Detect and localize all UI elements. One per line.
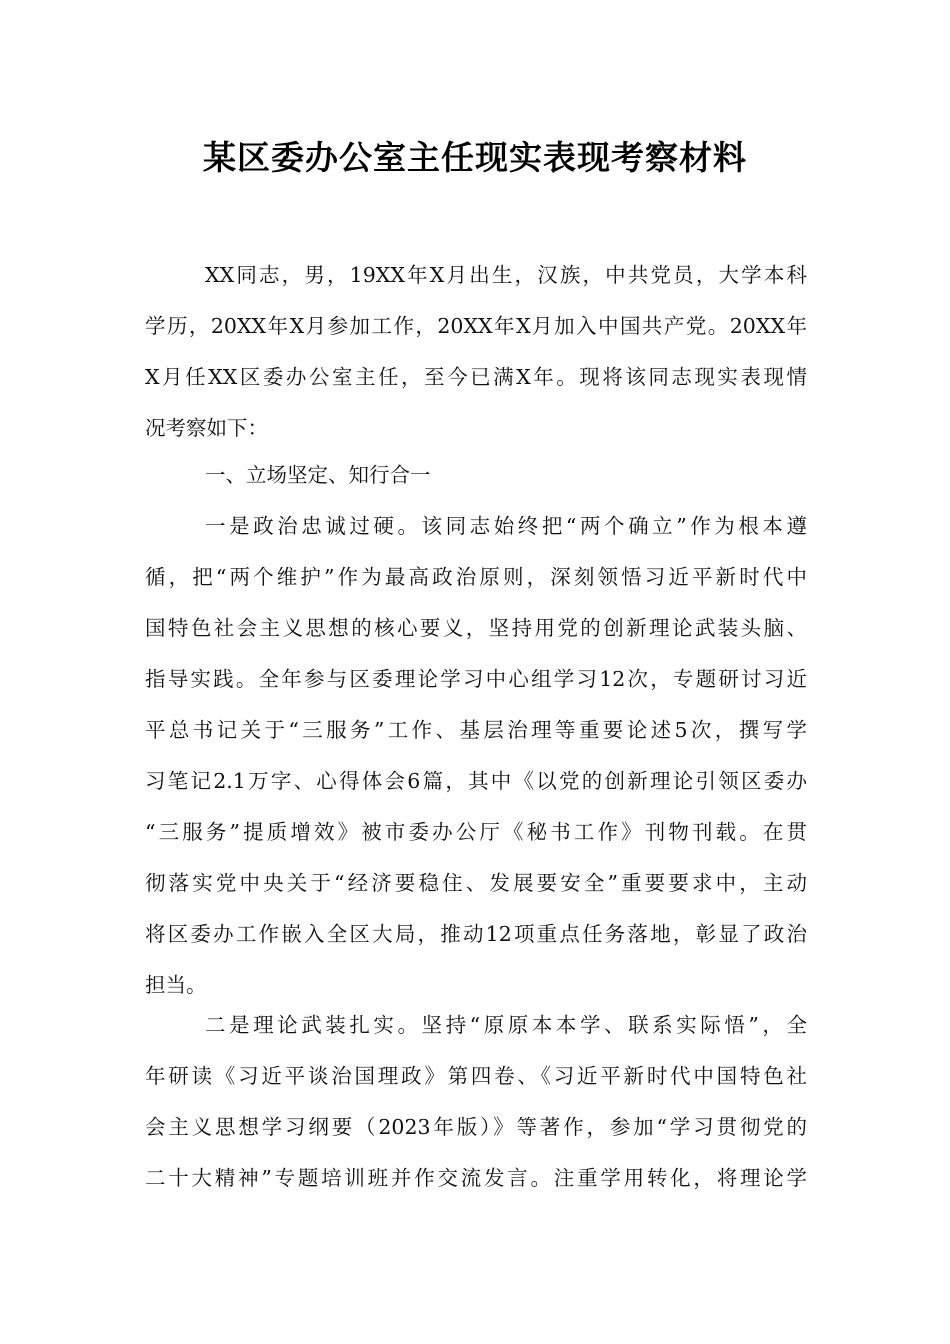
paragraph-line: 况考察如下： — [145, 416, 268, 440]
paragraph-line: 循，把“两个维护”作为最高政治原则，深刻领悟习近平新时代中 — [145, 565, 807, 589]
paragraph-line: 将区委办工作嵌入全区大局，推动12项重点任务落地，彰显了政治 — [145, 922, 807, 946]
paragraph-line: 彻落实党中央关于“经济要稳住、发展要安全”重要要求中，主动 — [145, 871, 807, 895]
document-title: 某区委办公室主任现实表现考察材料 — [203, 138, 747, 177]
paragraph-line: 年研读《习近平谈治国理政》第四卷、《习近平新时代中国特色社 — [145, 1064, 807, 1088]
paragraph-line: 习笔记2.1万字、心得体会6篇，其中《以党的创新理论引领区委办 — [145, 769, 807, 793]
paragraph-line: XX同志，男，19XX年X月出生，汉族，中共党员，大学本科 — [205, 263, 807, 287]
paragraph-line: 二十大精神”专题培训班并作交流发言。注重学用转化，将理论学 — [145, 1166, 807, 1190]
paragraph-line: 平总书记关于“三服务”工作、基层治理等重要论述5次，撰写学 — [145, 718, 807, 742]
section-heading: 一、立场坚定、知行合一 — [205, 463, 431, 487]
paragraph-line: 指导实践。全年参与区委理论学习中心组学习12次，专题研讨习近 — [145, 667, 807, 691]
paragraph-line: X月任XX区委办公室主任，至今已满X年。现将该同志现实表现情 — [145, 365, 807, 389]
paragraph-line: 二是理论武装扎实。坚持“原原本本学、联系实际悟”，全 — [205, 1013, 807, 1037]
paragraph-line: 一是政治忠诚过硬。该同志始终把“两个确立”作为根本遵 — [205, 514, 807, 538]
paragraph-line: 国特色社会主义思想的核心要义，坚持用党的创新理论武装头脑、 — [145, 616, 807, 640]
paragraph-line: 担当。 — [145, 973, 207, 997]
paragraph-line: “三服务”提质增效》被市委办公厅《秘书工作》刊物刊载。在贯 — [145, 820, 807, 844]
paragraph-line: 会主义思想学习纲要（2023年版）》等著作，参加“学习贯彻党的 — [145, 1115, 807, 1139]
paragraph-line: 学历，20XX年X月参加工作，20XX年X月加入中国共产党。20XX年 — [145, 314, 807, 338]
